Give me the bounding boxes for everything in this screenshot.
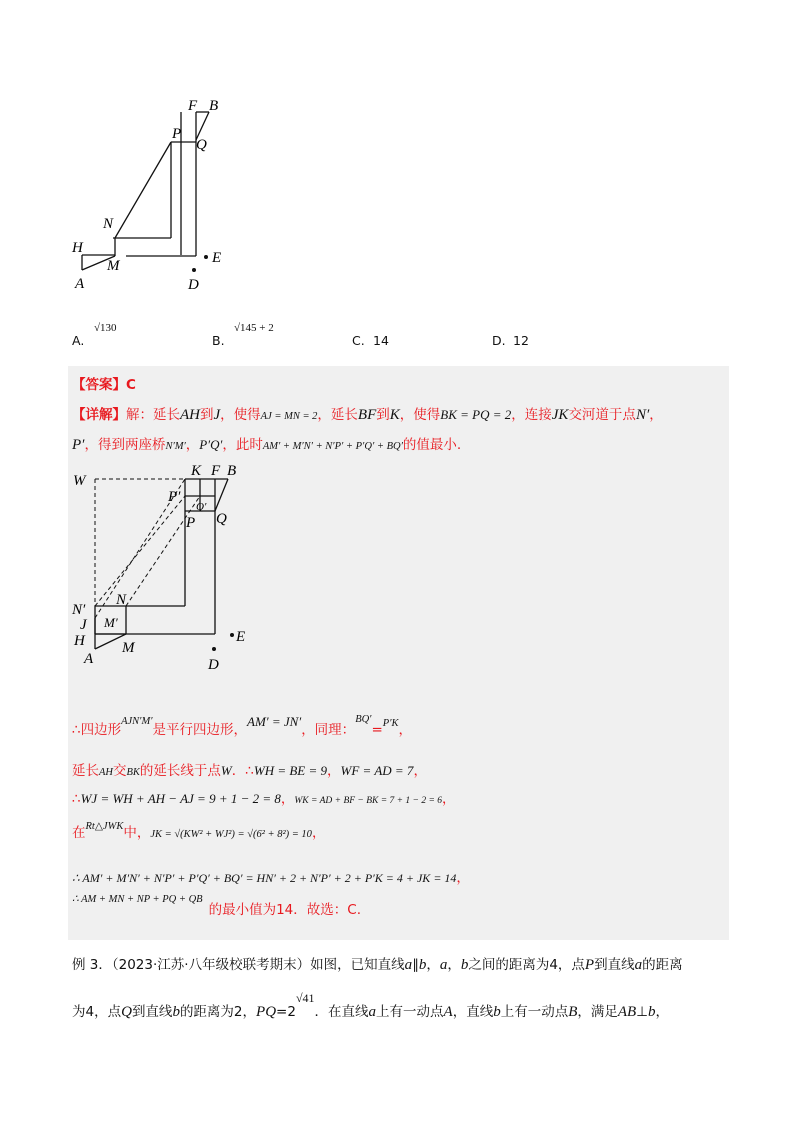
label-n-prime: N′ (72, 602, 86, 618)
figure-1-river-bridge-diagram (66, 92, 236, 297)
option-c-value: 14 (373, 333, 389, 348)
answer-options (72, 322, 712, 354)
solution-panel (68, 366, 729, 940)
label-e2: E (236, 629, 246, 645)
detail-line-2: P′，得到两座桥N′M′，P′Q′，此时AM′ + M′N′ + N′P′ + P′Q′ + BQ′的值最小. (72, 437, 462, 453)
option-a-letter[interactable]: A. (72, 333, 85, 348)
point-d-dot (192, 268, 196, 272)
label-w: W (73, 473, 86, 489)
example-3-line-2: 为4，点Q到直线b的距离为2，PQ=2√41．在直线a上有一动点A，直线b上有一动点B，满足AB⊥b， (72, 991, 669, 1020)
solution-step-1: ∴四边形$^{AJN'M'}$是平行四边形，AM′ = JN′，同理：$^{BQ'}$=$^{P'K}$， (72, 714, 413, 738)
label-f: F (188, 98, 198, 114)
label-p2: P (186, 515, 196, 531)
label-d: D (188, 277, 199, 293)
label-f2: F (211, 463, 221, 479)
option-c-letter[interactable]: C. (352, 333, 365, 348)
label-j: J (80, 617, 87, 633)
option-d-value: 12 (513, 333, 529, 348)
solution-step-3: ∴WJ = WH + AH − AJ = 9 + 1 − 2 = 8，WK = AD + BF − BK = 7 + 1 − 2 = 6， (72, 791, 456, 807)
label-e: E (212, 250, 222, 266)
label-d2: D (208, 657, 219, 673)
figure-2-solution-diagram (70, 461, 260, 676)
label-p: P (172, 126, 182, 142)
label-k: K (191, 463, 202, 479)
option-d-letter[interactable]: D. (492, 333, 506, 348)
option-a-value: √130 (94, 322, 117, 334)
option-b-letter[interactable]: B. (212, 333, 225, 348)
label-n: N (103, 216, 114, 232)
label-b: B (209, 98, 219, 114)
label-h: H (72, 240, 83, 256)
point-e-dot (204, 255, 208, 259)
label-m-prime: M′ (104, 615, 118, 630)
detail-line-1: 【详解】解：延长AH到J，使得AJ = MN = 2，延长BF到K，使得BK = PQ = 2，连接JK交河道于点N′， (72, 407, 663, 423)
solution-step-6: $^{\therefore AM + MN + NP + PQ + QB}$的最小值为14．故选：C. (72, 894, 361, 918)
label-q-prime: Q′ (196, 501, 207, 513)
segment-np (115, 142, 171, 238)
label-a: A (75, 276, 85, 292)
solution-step-2: 延长AH交BK的延长线于点W．∴WH = BE = 9，WF = AD = 7， (72, 763, 427, 779)
solution-step-4: 在$^{Rt\triangle JWK}$中，JK = √(KW² + WJ²) = √(6² + 8²) = 10， (72, 821, 326, 841)
label-p-prime: P′ (168, 489, 181, 505)
label-h2: H (74, 633, 85, 649)
label-m: M (107, 258, 120, 274)
example-3-line-1: 例 3．（2023·江苏·八年级校联考期末）如图，已知直线a∥b，a，b之间的距离为4，点P到直线a的距离 (72, 957, 683, 973)
answer-line: 【答案】C (72, 377, 136, 393)
label-n2: N (116, 592, 127, 608)
label-q: Q (196, 137, 207, 153)
label-b2: B (227, 463, 237, 479)
label-m2: M (122, 640, 135, 656)
label-q2: Q (216, 511, 227, 527)
label-a2: A (84, 651, 94, 667)
option-b-value: √145 + 2 (234, 322, 274, 334)
solution-step-5: ∴ AM′ + M′N′ + N′P′ + P′Q′ + BQ′ = HN′ + 2 + N′P′ + 2 + P′K = 4 + JK = 14， (72, 870, 470, 886)
